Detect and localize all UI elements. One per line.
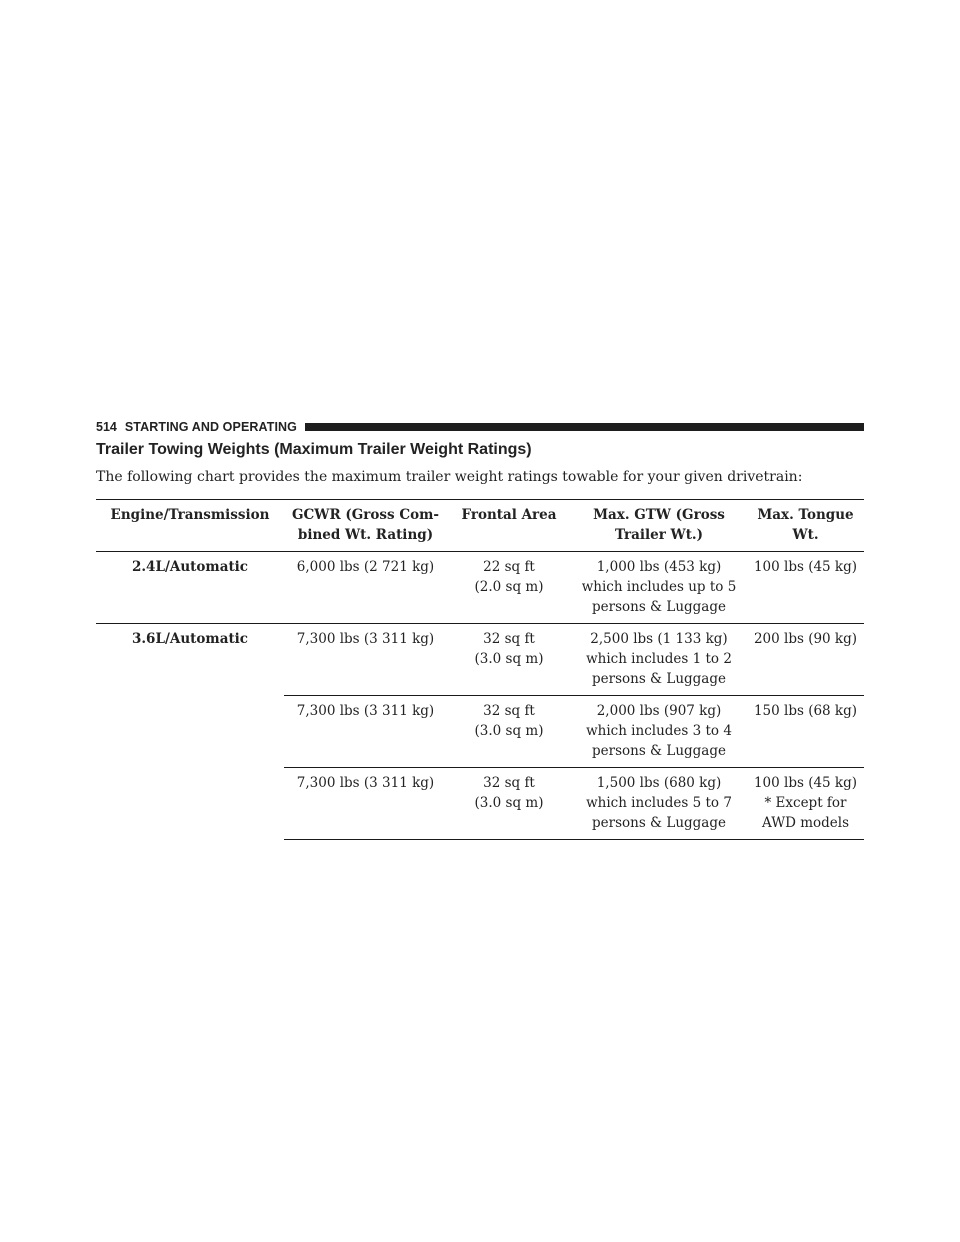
cell-line: which includes 5 to 7: [586, 795, 732, 811]
page-header: [96, 419, 864, 435]
gcwr-cell: 7,300 lbs (3 311 kg): [284, 624, 447, 696]
table-header-row: [96, 500, 864, 552]
cell-line: 32 sq ft: [483, 703, 535, 719]
max-tongue-cell: [747, 624, 864, 696]
cell-line: which includes 3 to 4: [586, 723, 732, 739]
cell-line: (3.0 sq m): [474, 651, 544, 667]
cell-line: 200 lbs (90 kg): [753, 631, 858, 647]
column-header-frontal-area: [447, 500, 571, 552]
table-row: [96, 552, 864, 624]
cell-line: persons & Luggage: [592, 815, 726, 831]
cell-line: (2.0 sq m): [474, 579, 544, 595]
cell-line: 1,000 lbs (453 kg): [596, 559, 722, 575]
cell-line: 32 sq ft: [483, 775, 535, 791]
cell-line: (3.0 sq m): [474, 795, 544, 811]
max-gtw-cell: [571, 624, 747, 696]
header-line: Max. Tongue: [757, 507, 854, 523]
column-header-engine: [96, 500, 284, 552]
table-row: [96, 624, 864, 696]
frontal-area-cell: [447, 696, 571, 768]
column-header-max-tongue: [747, 500, 864, 552]
max-tongue-cell: [747, 696, 864, 768]
header-line: bined Wt. Rating): [297, 527, 434, 543]
cell-line: 2,500 lbs (1 133 kg): [590, 631, 728, 647]
cell-line: 100 lbs (45 kg): [753, 559, 858, 575]
towing-weights-table: [96, 499, 864, 840]
page-heading: Trailer Towing Weights (Maximum Trailer Weight Ratings): [96, 441, 532, 458]
frontal-area-cell: [447, 552, 571, 624]
engine-cell: 3.6L/Automatic: [96, 624, 284, 840]
cell-line: which includes up to 5: [581, 579, 737, 595]
cell-line: (3.0 sq m): [474, 723, 544, 739]
header-line: Engine/Transmission: [110, 507, 270, 523]
page-number: 514: [96, 420, 117, 434]
cell-line: 32 sq ft: [483, 631, 535, 647]
cell-line: 22 sq ft: [483, 559, 535, 575]
header-line: Wt.: [792, 527, 819, 543]
cell-line: persons & Luggage: [592, 671, 726, 687]
cell-line: 1,500 lbs (680 kg): [596, 775, 722, 791]
max-gtw-cell: [571, 768, 747, 840]
cell-line: 100 lbs (45 kg): [753, 775, 858, 791]
frontal-area-cell: [447, 768, 571, 840]
cell-line: which includes 1 to 2: [586, 651, 732, 667]
engine-cell: 2.4L/Automatic: [96, 552, 284, 624]
gcwr-cell: 7,300 lbs (3 311 kg): [284, 696, 447, 768]
header-line: Trailer Wt.): [614, 527, 704, 543]
column-header-max-gtw: [571, 500, 747, 552]
gcwr-cell: 6,000 lbs (2 721 kg): [284, 552, 447, 624]
cell-line: 2,000 lbs (907 kg): [596, 703, 722, 719]
column-header-gcwr: [284, 500, 447, 552]
cell-line: AWD models: [762, 815, 849, 831]
max-tongue-cell: [747, 768, 864, 840]
max-tongue-cell: [747, 552, 864, 624]
max-gtw-cell: [571, 552, 747, 624]
header-line: GCWR (Gross Com-: [292, 507, 439, 523]
cell-line: * Except for: [764, 795, 847, 811]
header-rule: [305, 423, 864, 431]
header-line: Frontal Area: [461, 507, 557, 523]
cell-line: persons & Luggage: [592, 743, 726, 759]
cell-line: 150 lbs (68 kg): [753, 703, 858, 719]
intro-paragraph: The following chart provides the maximum trailer weight ratings towable for your given drivetrain:: [96, 469, 803, 485]
cell-line: persons & Luggage: [592, 599, 726, 615]
section-title: STARTING AND OPERATING: [124, 420, 297, 434]
max-gtw-cell: [571, 696, 747, 768]
header-line: Max. GTW (Gross: [593, 507, 725, 523]
gcwr-cell: 7,300 lbs (3 311 kg): [284, 768, 447, 840]
frontal-area-cell: [447, 624, 571, 696]
